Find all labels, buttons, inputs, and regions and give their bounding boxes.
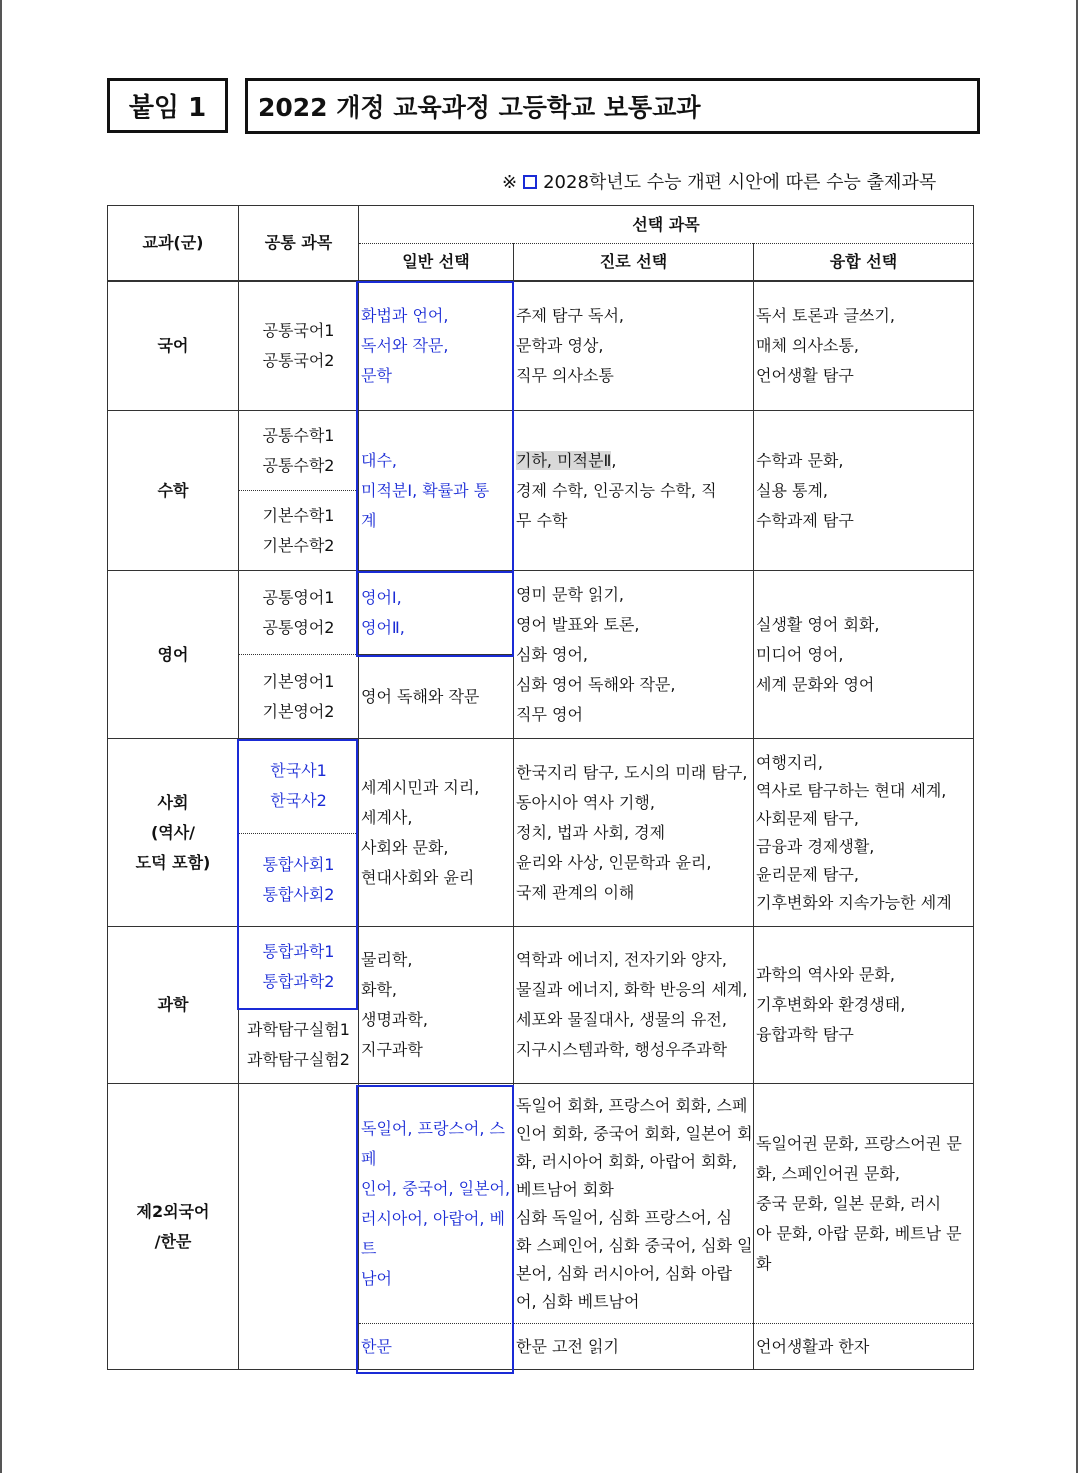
curriculum-table [107,205,974,1370]
general-foreign-b: 한문 [359,1324,514,1370]
career-social: 한국지리 탐구, 도시의 미래 탐구, 동아시아 역사 기행, 정치, 법과 사회, 경제 윤리와 사상, 인문학과 윤리, 국제 관계의 이해 [514,739,754,927]
common-math-a: 공통수학1 공통수학2 [239,411,359,491]
fusion-korean: 독서 토론과 글쓰기, 매체 의사소통, 언어생활 탐구 [754,281,974,411]
career-math: 기하, 미적분Ⅱ, 경제 수학, 인공지능 수학, 직 무 수학 [514,411,754,571]
fusion-english: 실생활 영어 회화, 미디어 영어, 세계 문화와 영어 [754,571,974,739]
fusion-foreign-b: 언어생활과 한자 [754,1324,974,1370]
header-subject: 교과(군) [108,206,239,281]
career-foreign-a: 독일어 회화, 프랑스어 회화, 스페 인어 회화, 중국어 회화, 일본어 회 화, 러시아어 회화, 아랍어 회화, 베트남어 회화 심화 독일어, 심화 프랑스어, 심 화 스페인어, 심화 중국어, 심화 일 본어, 심화 러시아어, 심화 아랍 어, 심화 베트남어 [514,1084,754,1324]
common-social-a: 한국사1 한국사2 [239,739,359,834]
common-english-b: 기본영어1 기본영어2 [239,655,359,739]
subject-foreign: 제2외국어 /한문 [108,1084,239,1370]
common-foreign-empty [239,1084,359,1370]
blue-square-icon [523,175,537,189]
header-career: 진로 선택 [514,244,754,281]
header-elective: 선택 과목 [359,206,974,244]
fusion-social: 여행지리, 역사로 탐구하는 현대 세계, 사회문제 탐구, 금융과 경제생활, 윤리문제 탐구, 기후변화와 지속가능한 세계 [754,739,974,927]
attachment-tag: 붙임 1 [107,78,228,133]
general-korean: 화법과 언어, 독서와 작문, 문학 [359,281,514,411]
general-social: 세계시민과 지리, 세계사, 사회와 문화, 현대사회와 윤리 [359,739,514,927]
career-science: 역학과 에너지, 전자기와 양자, 물질과 에너지, 화학 반응의 세계, 세포와 물질대사, 생물의 유전, 지구시스템과학, 행성우주과학 [514,927,754,1084]
common-math-b: 기본수학1 기본수학2 [239,491,359,571]
subject-korean: 국어 [108,281,239,411]
common-english-a: 공통영어1 공통영어2 [239,571,359,655]
common-social-b: 통합사회1 통합사회2 [239,834,359,927]
general-english-b: 영어 독해와 작문 [359,655,514,739]
header-common: 공통 과목 [239,206,359,281]
header-general: 일반 선택 [359,244,514,281]
career-english: 영미 문학 읽기, 영어 발표와 토론, 심화 영어, 심화 영어 독해와 작문, 직무 영어 [514,571,754,739]
table-row [108,739,974,834]
subject-social: 사회 (역사/ 도덕 포함) [108,739,239,927]
general-english-a: 영어Ⅰ, 영어Ⅱ, [359,571,514,655]
header-fusion: 융합 선택 [754,244,974,281]
fusion-foreign-a: 독일어권 문화, 프랑스어권 문 화, 스페인어권 문화, 중국 문화, 일본 문화, 러시 아 문화, 아랍 문화, 베트남 문 화 [754,1084,974,1324]
highlighted-career-math: 기하, 미적분Ⅱ [516,450,612,470]
common-korean: 공통국어1 공통국어2 [239,281,359,411]
common-science-a: 통합과학1 통합과학2 [239,927,359,1007]
subject-math: 수학 [108,411,239,571]
general-foreign-a: 독일어, 프랑스어, 스페 인어, 중국어, 일본어, 러시아어, 아랍어, 베트 남어 [359,1084,514,1324]
career-korean: 주제 탐구 독서, 문학과 영상, 직무 의사소통 [514,281,754,411]
general-science: 물리학, 화학, 생명과학, 지구과학 [359,927,514,1084]
fusion-science: 과학의 역사와 문화, 기후변화와 환경생태, 융합과학 탐구 [754,927,974,1084]
common-science-b: 과학탐구실험1 과학탐구실험2 [239,1007,359,1084]
table-row [108,571,974,655]
page-title: 2022 개정 교육과정 고등학교 보통교과 [245,78,980,134]
legend-note: ※ 2028학년도 수능 개편 시안에 따른 수능 출제과목 [502,172,937,193]
table-row [108,1084,974,1324]
subject-science: 과학 [108,927,239,1084]
fusion-math: 수학과 문화, 실용 통계, 수학과제 탐구 [754,411,974,571]
table-row [108,927,974,1007]
table-row [108,281,974,411]
general-math: 대수, 미적분Ⅰ, 확률과 통 계 [359,411,514,571]
subject-english: 영어 [108,571,239,739]
table-row [108,411,974,491]
career-foreign-b: 한문 고전 읽기 [514,1324,754,1370]
